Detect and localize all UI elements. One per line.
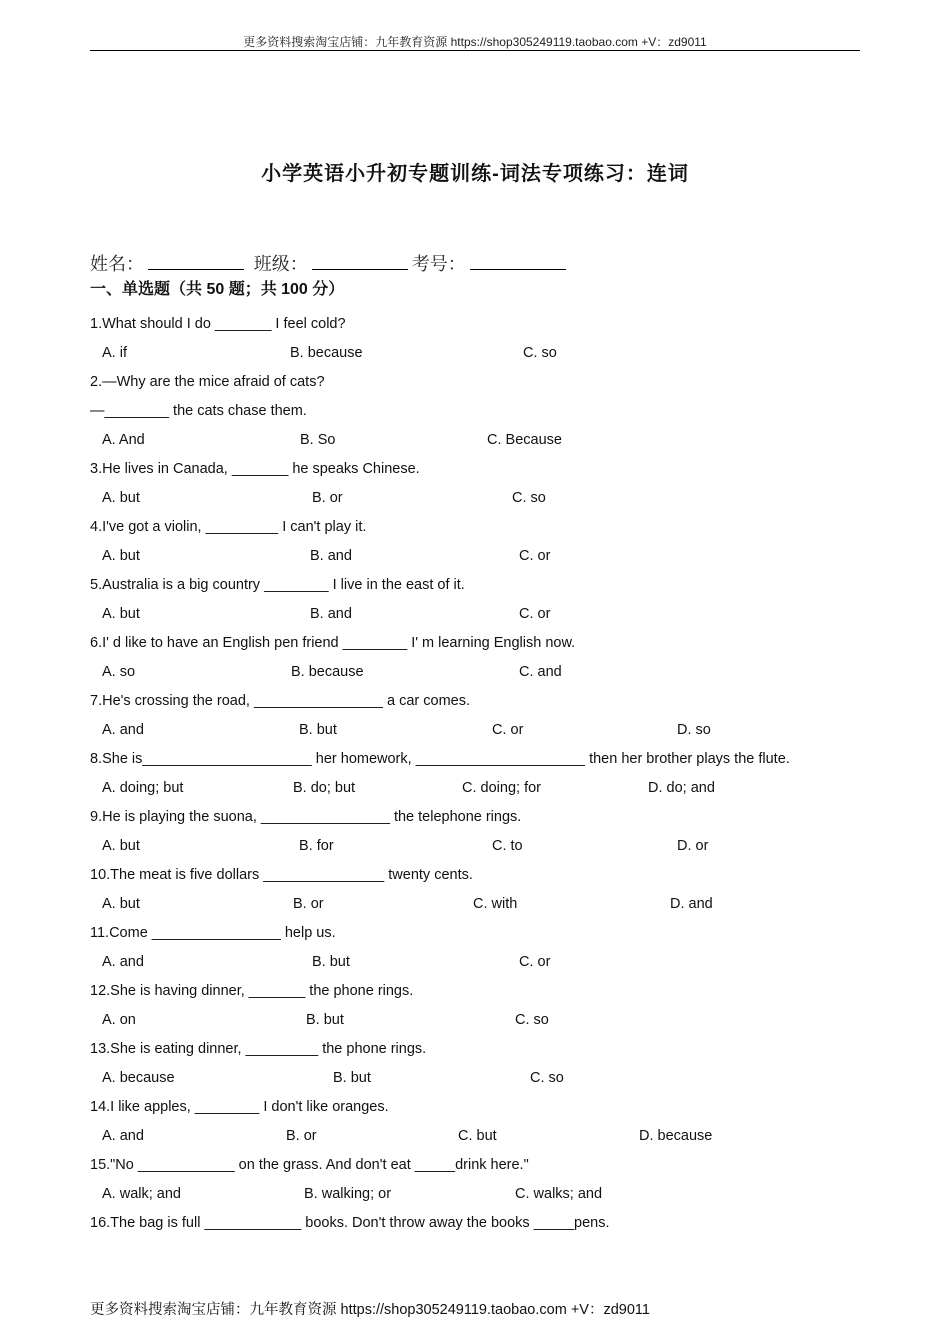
question-stem: 4.I've got a violin, _________ I can't play it.	[90, 519, 367, 535]
answer-option[interactable]: D. so	[677, 722, 711, 738]
answer-option[interactable]: A. but	[102, 490, 140, 506]
answer-options	[90, 778, 860, 807]
answer-options	[90, 430, 860, 459]
answer-option[interactable]: B. but	[312, 954, 350, 970]
answer-option[interactable]: C. doing; for	[462, 780, 541, 796]
answer-option[interactable]: B. or	[312, 490, 343, 506]
answer-option[interactable]: C. walks; and	[515, 1186, 603, 1202]
answer-option[interactable]: C. but	[458, 1128, 497, 1144]
question-stem: 7.He's crossing the road, ________________ a car comes.	[90, 693, 471, 709]
answer-option[interactable]: C. or	[519, 954, 551, 970]
answer-option[interactable]: A. so	[102, 664, 136, 680]
answer-option[interactable]: A. but	[102, 838, 140, 854]
answer-option[interactable]: B. but	[306, 1012, 344, 1028]
answer-option[interactable]: C. so	[523, 345, 557, 361]
answer-options	[90, 1184, 860, 1213]
answer-option[interactable]: B. walking; or	[304, 1186, 392, 1202]
header-divider	[90, 50, 860, 51]
answer-option[interactable]: C. to	[492, 838, 523, 854]
answer-option[interactable]: D. do; and	[648, 780, 715, 796]
answer-option[interactable]: A. but	[102, 548, 140, 564]
question-stem-continued: —________ the cats chase them.	[90, 403, 307, 419]
answer-option[interactable]: A. And	[102, 432, 145, 448]
answer-option[interactable]: C. or	[519, 548, 551, 564]
question-stem: 1.What should I do _______ I feel cold?	[90, 316, 346, 332]
question-stem: 5.Australia is a big country ________ I live in the east of it.	[90, 577, 465, 593]
exam-number-label: 考号：	[411, 254, 466, 275]
question-stem: 3.He lives in Canada, _______ he speaks Chinese.	[90, 461, 420, 477]
answer-option[interactable]: A. on	[102, 1012, 136, 1028]
answer-option[interactable]: B. and	[310, 606, 352, 622]
answer-option[interactable]: D. or	[677, 838, 709, 854]
section-heading: 一、单选题（共 50 题；共 100 分）	[90, 281, 345, 298]
answer-options	[90, 836, 860, 865]
answer-options	[90, 1010, 860, 1039]
name-blank	[148, 253, 244, 270]
answer-option[interactable]: A. but	[102, 606, 140, 622]
answer-options	[90, 1126, 860, 1155]
answer-option[interactable]: A. because	[102, 1070, 175, 1086]
question-list	[90, 314, 860, 1242]
question-stem: 15."No ____________ on the grass. And don't eat _____drink here."	[90, 1157, 529, 1173]
answer-options	[90, 546, 860, 575]
answer-option[interactable]: D. because	[639, 1128, 713, 1144]
answer-option[interactable]: C. so	[512, 490, 546, 506]
answer-options	[90, 604, 860, 633]
answer-option[interactable]: D. and	[670, 896, 713, 912]
answer-options	[90, 662, 860, 691]
answer-option[interactable]: B. because	[291, 664, 364, 680]
question-stem: 2.—Why are the mice afraid of cats?	[90, 374, 325, 390]
answer-option[interactable]: C. or	[519, 606, 551, 622]
question-stem: 6.I' d like to have an English pen friend ________ I' m learning English now.	[90, 635, 576, 651]
exam-number-blank	[470, 253, 566, 270]
document-title: 小学英语小升初专题训练-词法专项练习：连词	[261, 163, 689, 185]
answer-option[interactable]: C. so	[515, 1012, 549, 1028]
answer-option[interactable]: A. doing; but	[102, 780, 184, 796]
question-stem: 14.I like apples, ________ I don't like oranges.	[90, 1099, 389, 1115]
answer-options	[90, 894, 860, 923]
page-footer: 更多资料搜索淘宝店铺：九年教育资源 https://shop305249119.taobao.com +V：zd9011	[90, 1302, 650, 1318]
answer-option[interactable]: C. or	[492, 722, 524, 738]
answer-option[interactable]: B. but	[333, 1070, 371, 1086]
answer-option[interactable]: C. and	[519, 664, 562, 680]
question-stem: 11.Come ________________ help us.	[90, 925, 336, 941]
answer-options	[90, 720, 860, 749]
question-stem: 12.She is having dinner, _______ the phone rings.	[90, 983, 414, 999]
answer-option[interactable]: B. or	[293, 896, 324, 912]
answer-option[interactable]: B. do; but	[293, 780, 356, 796]
answer-option[interactable]: A. and	[102, 722, 144, 738]
name-label: 姓名：	[90, 254, 144, 275]
answer-options	[90, 952, 860, 981]
answer-option[interactable]: A. and	[102, 1128, 144, 1144]
class-label: 班级：	[253, 254, 308, 275]
answer-option[interactable]: B. for	[299, 838, 334, 854]
question-stem: 13.She is eating dinner, _________ the phone rings.	[90, 1041, 427, 1057]
question-stem: 9.He is playing the suona, ________________ the telephone rings.	[90, 809, 522, 825]
answer-option[interactable]: B. but	[299, 722, 337, 738]
answer-option[interactable]: B. because	[290, 345, 363, 361]
answer-options	[90, 1068, 860, 1097]
answer-option[interactable]: B. So	[300, 432, 336, 448]
answer-options	[90, 488, 860, 517]
answer-option[interactable]: B. and	[310, 548, 352, 564]
answer-option[interactable]: C. so	[530, 1070, 564, 1086]
question-stem: 10.The meat is five dollars _______________ twenty cents.	[90, 867, 473, 883]
answer-option[interactable]: C. with	[473, 896, 518, 912]
answer-option[interactable]: C. Because	[487, 432, 562, 448]
answer-option[interactable]: B. or	[286, 1128, 317, 1144]
question-stem: 16.The bag is full ____________ books. Don't throw away the books _____pens.	[90, 1215, 610, 1231]
answer-option[interactable]: A. but	[102, 896, 140, 912]
student-info-line	[90, 250, 570, 276]
question-stem: 8.She is_____________________ her homework, _____________________ then her brother plays the flute.	[90, 751, 790, 767]
answer-option[interactable]: A. if	[102, 345, 127, 361]
page-header: 更多资料搜索淘宝店铺：九年教育资源 https://shop305249119.taobao.com +V：zd9011	[243, 35, 707, 49]
answer-option[interactable]: A. walk; and	[102, 1186, 181, 1202]
class-blank	[312, 253, 408, 270]
answer-option[interactable]: A. and	[102, 954, 144, 970]
answer-options	[90, 343, 860, 372]
